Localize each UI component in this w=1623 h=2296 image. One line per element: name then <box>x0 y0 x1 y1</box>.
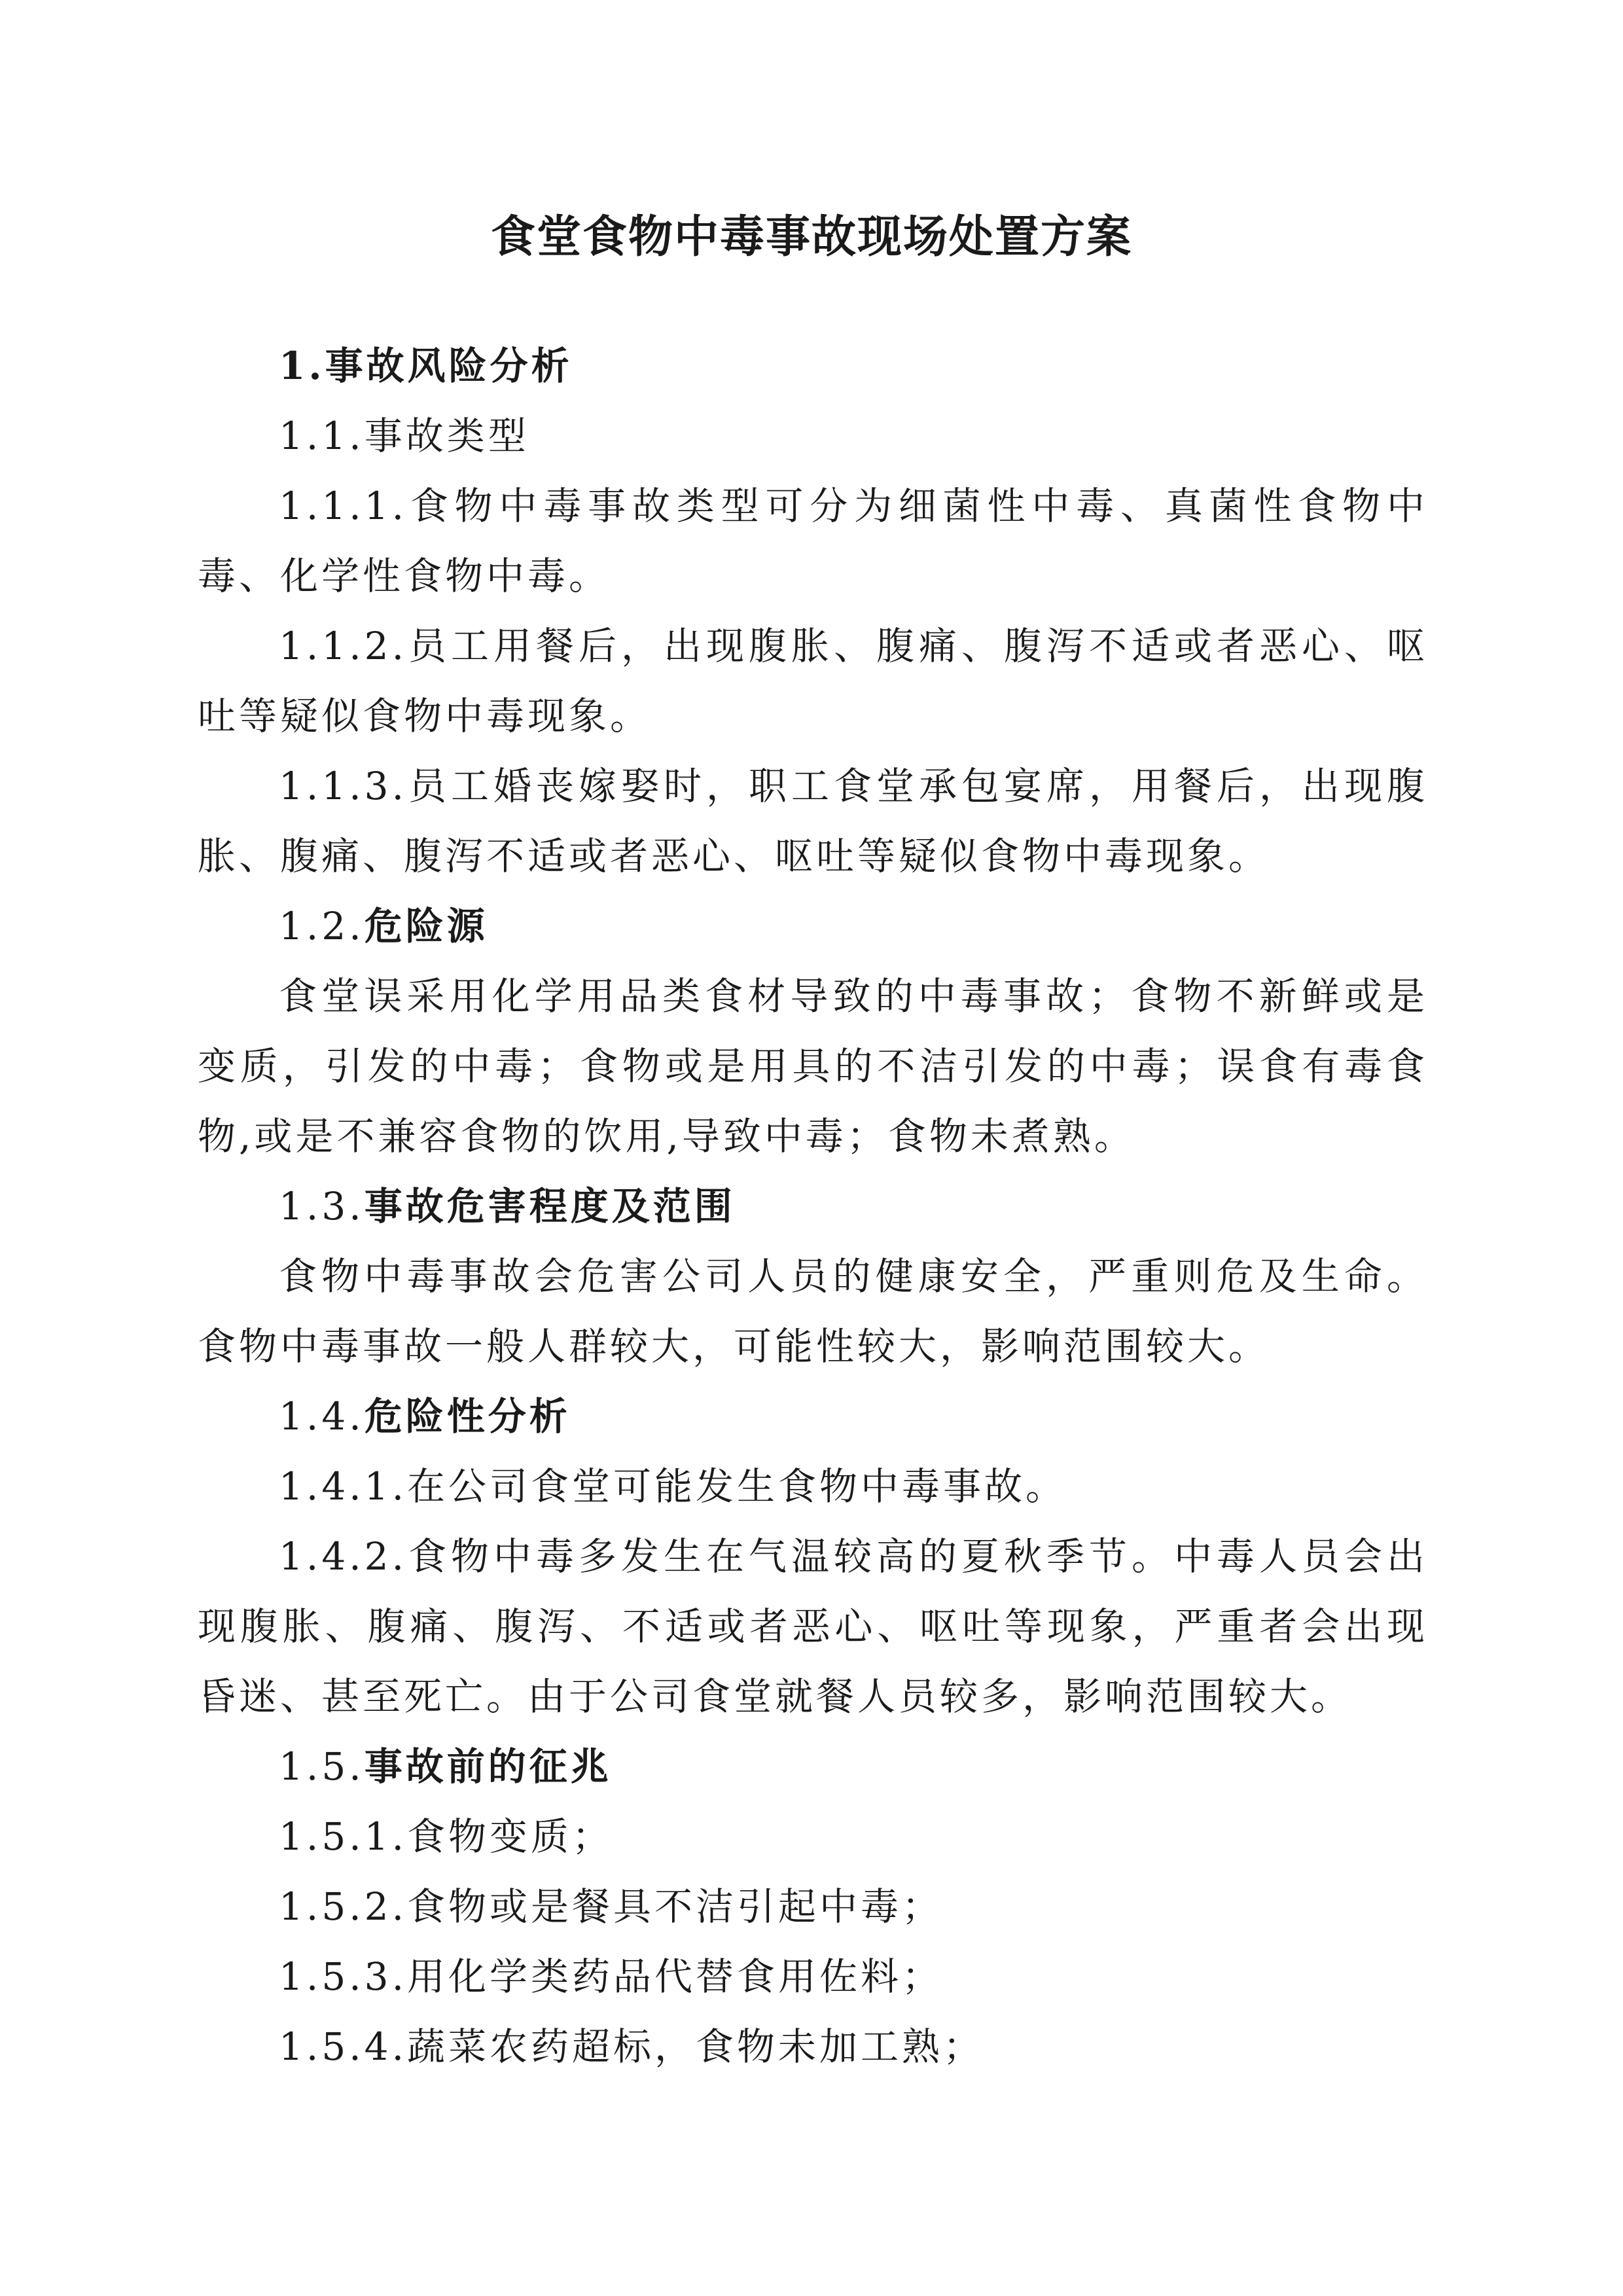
paragraph-text: 食堂误采用化学用品类食材导致的中毒事故；食物不新鲜或是变质，引发的中毒；食物或是用具的不洁引发的中毒；误食有毒食物,或是不兼容食物的饮用,导致中毒；食物未煮熟。 <box>198 974 1428 1158</box>
paragraph-text: 食物变质； <box>407 1814 614 1859</box>
section-title: 危险性分析 <box>364 1394 571 1439</box>
subsection-heading <box>198 401 1428 471</box>
paragraph-text: 食物或是餐具不洁引起中毒； <box>407 1884 944 1929</box>
list-item <box>198 1942 1428 2012</box>
paragraph-text: 员工婚丧嫁娶时，职工食堂承包宴席，用餐后，出现腹胀、腹痛、腹泻不适或者恶心、呕吐等疑似食物中毒现象。 <box>198 764 1428 878</box>
section-number: 1.1.3. <box>279 764 408 808</box>
subsection-heading <box>198 1172 1428 1242</box>
paragraph-text: 员工用餐后，出现腹胀、腹痛、腹泻不适或者恶心、呕吐等疑似食物中毒现象。 <box>198 624 1428 738</box>
body-paragraph <box>198 1522 1428 1732</box>
body-paragraph <box>198 1452 1428 1522</box>
section-number: 1. <box>279 344 325 388</box>
section-number: 1.4.2. <box>279 1534 408 1579</box>
section-title: 危险源 <box>364 904 488 948</box>
paragraph-text: 用化学类药品代替食用佐料； <box>407 1954 944 1999</box>
section-number: 1.1.2. <box>279 624 408 668</box>
section-number: 1.5.3. <box>279 1954 408 1999</box>
section-number: 1.1.1. <box>279 484 408 528</box>
section-number: 1.1. <box>279 414 365 458</box>
paragraph-text: 食物中毒多发生在气温较高的夏秋季节。中毒人员会出现腹胀、腹痛、腹泻、不适或者恶心、呕吐等现象，严重者会出现昏迷、甚至死亡。由于公司食堂就餐人员较多，影响范围较大。 <box>198 1534 1428 1719</box>
section-number: 1.2. <box>279 904 365 948</box>
document-title: 食堂食物中毒事故现场处置方案 <box>490 211 1132 263</box>
section-title: 事故风险分析 <box>325 344 573 388</box>
document-body <box>198 331 1428 2082</box>
subsection-heading <box>198 1732 1428 1802</box>
body-paragraph <box>198 471 1428 611</box>
paragraph-text: 蔬菜农药超标，食物未加工熟； <box>407 2024 985 2069</box>
section-title: 事故类型 <box>364 414 529 458</box>
section-number: 1.5.4. <box>279 2024 408 2069</box>
section-number: 1.4. <box>279 1394 365 1439</box>
list-item <box>198 1802 1428 1872</box>
body-paragraph <box>198 961 1428 1172</box>
list-item <box>198 2012 1428 2082</box>
paragraph-text: 食物中毒事故类型可分为细菌性中毒、真菌性食物中毒、化学性食物中毒。 <box>198 484 1428 598</box>
section-number: 1.4.1. <box>279 1464 408 1509</box>
subsection-heading <box>198 891 1428 961</box>
subsection-heading <box>198 1382 1428 1452</box>
list-item <box>198 1872 1428 1942</box>
section-number: 1.5.1. <box>279 1814 408 1859</box>
section-number: 1.3. <box>279 1184 365 1229</box>
section-heading <box>198 331 1428 401</box>
body-paragraph <box>198 751 1428 891</box>
body-paragraph <box>198 1242 1428 1382</box>
section-title: 事故危害程度及范围 <box>364 1184 736 1229</box>
section-title: 事故前的征兆 <box>364 1744 612 1789</box>
section-number: 1.5.2. <box>279 1884 408 1929</box>
paragraph-text: 在公司食堂可能发生食物中毒事故。 <box>407 1464 1067 1509</box>
body-paragraph <box>198 611 1428 751</box>
section-number: 1.5. <box>279 1744 365 1789</box>
paragraph-text: 食物中毒事故会危害公司人员的健康安全，严重则危及生命。食物中毒事故一般人群较大，可能性较大，影响范围较大。 <box>198 1254 1428 1369</box>
